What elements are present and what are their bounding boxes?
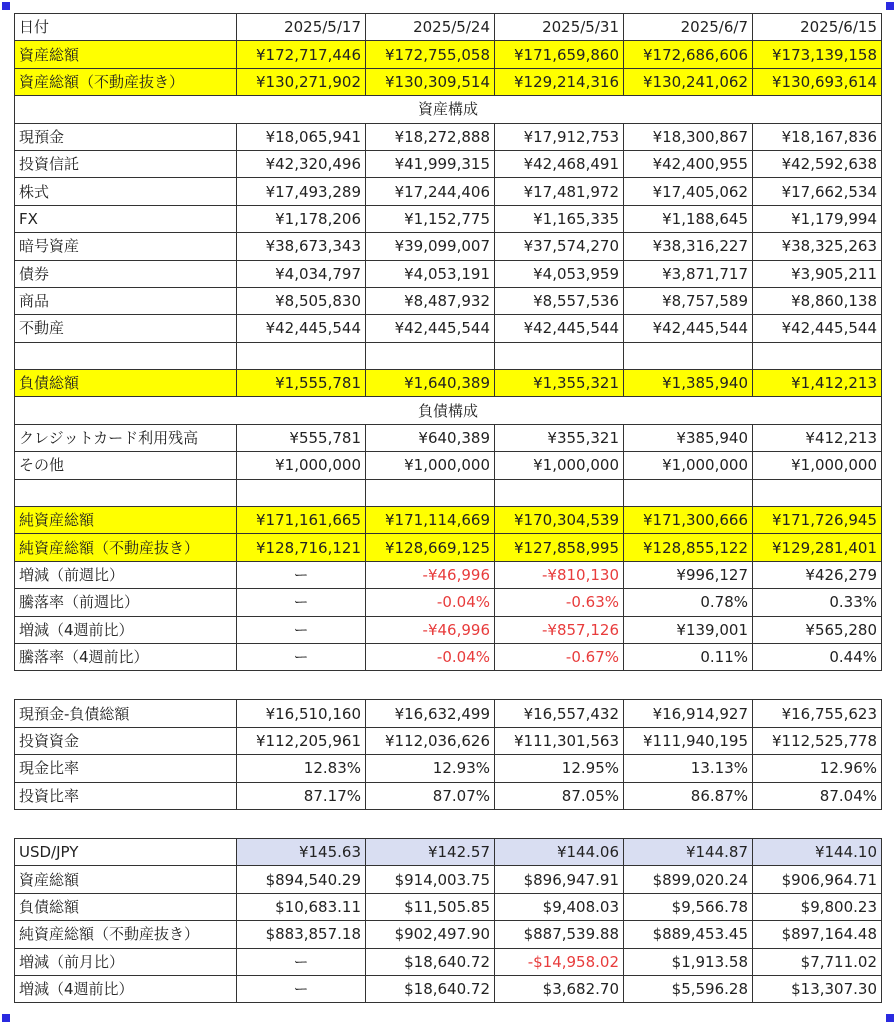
row-label[interactable]: 暗号資産 (15, 233, 237, 260)
value-cell[interactable]: -0.63% (495, 589, 624, 616)
value-cell[interactable]: -0.67% (495, 643, 624, 670)
value-cell[interactable]: ー (237, 561, 366, 588)
blank-row (15, 342, 882, 369)
value-cell[interactable]: ¥130,693,614 (753, 68, 882, 95)
value-cell[interactable]: ¥42,445,544 (366, 315, 495, 342)
value-cell[interactable]: ¥128,669,125 (366, 534, 495, 561)
value-cell[interactable]: ¥8,757,589 (624, 287, 753, 314)
row-label[interactable]: 増減（4週前比） (15, 975, 237, 1002)
empty-cell[interactable] (15, 342, 237, 369)
value-cell[interactable]: ¥111,940,195 (624, 727, 753, 754)
value-cell[interactable]: ¥130,241,062 (624, 68, 753, 95)
change-row (15, 616, 882, 643)
spreadsheet (14, 13, 881, 1003)
liability-section-title[interactable]: 負債構成 (15, 397, 882, 424)
row-label[interactable]: 不動産 (15, 315, 237, 342)
selection-handle-icon[interactable] (886, 1014, 894, 1022)
fx-rate-cell[interactable]: ¥144.06 (495, 838, 624, 865)
value-cell[interactable]: ¥112,525,778 (753, 727, 882, 754)
value-cell[interactable]: ¥1,000,000 (237, 452, 366, 479)
empty-cell[interactable] (237, 479, 366, 506)
value-cell[interactable]: ¥16,632,499 (366, 700, 495, 727)
asset-row (15, 178, 882, 205)
value-cell[interactable]: $3,682.70 (495, 975, 624, 1002)
value-cell[interactable]: $10,683.11 (237, 893, 366, 920)
liability-section-row (15, 397, 882, 424)
fx-rate-cell[interactable]: ¥144.87 (624, 838, 753, 865)
value-cell[interactable]: $887,539.88 (495, 921, 624, 948)
value-cell[interactable]: ¥42,445,544 (495, 315, 624, 342)
value-cell[interactable]: ¥16,510,160 (237, 700, 366, 727)
value-cell[interactable]: ¥42,468,491 (495, 150, 624, 177)
date-cell[interactable]: 2025/5/31 (495, 14, 624, 41)
value-cell[interactable]: ¥172,717,446 (237, 41, 366, 68)
value-cell[interactable]: $883,857.18 (237, 921, 366, 948)
value-cell[interactable]: ¥1,355,321 (495, 370, 624, 397)
empty-cell[interactable] (624, 342, 753, 369)
value-cell[interactable]: $889,453.45 (624, 921, 753, 948)
value-cell[interactable]: ¥3,905,211 (753, 260, 882, 287)
empty-cell[interactable] (495, 342, 624, 369)
row-label[interactable]: 現金比率 (15, 755, 237, 782)
asset-row (15, 260, 882, 287)
row-label[interactable]: クレジットカード利用残高 (15, 424, 237, 451)
usd-row (15, 866, 882, 893)
value-cell[interactable]: -0.04% (366, 643, 495, 670)
value-cell[interactable]: 12.83% (237, 755, 366, 782)
value-cell[interactable]: ¥17,493,289 (237, 178, 366, 205)
value-cell[interactable]: $899,020.24 (624, 866, 753, 893)
usd-row (15, 948, 882, 975)
value-cell[interactable]: ¥129,214,316 (495, 68, 624, 95)
row-label[interactable]: 資産総額 (15, 41, 237, 68)
date-cell[interactable]: 2025/6/7 (624, 14, 753, 41)
value-cell[interactable]: ¥3,871,717 (624, 260, 753, 287)
change-row (15, 589, 882, 616)
value-cell[interactable]: ¥1,188,645 (624, 205, 753, 232)
value-cell[interactable]: ¥127,858,995 (495, 534, 624, 561)
date-cell[interactable]: 2025/5/17 (237, 14, 366, 41)
value-cell[interactable]: $18,640.72 (366, 948, 495, 975)
value-cell[interactable]: ¥112,036,626 (366, 727, 495, 754)
value-cell[interactable]: $11,505.85 (366, 893, 495, 920)
value-cell[interactable]: ¥1,000,000 (366, 452, 495, 479)
value-cell[interactable]: -¥810,130 (495, 561, 624, 588)
value-cell[interactable]: -$14,958.02 (495, 948, 624, 975)
value-cell[interactable]: ¥4,053,959 (495, 260, 624, 287)
row-label[interactable]: 株式 (15, 178, 237, 205)
selection-handle-icon[interactable] (2, 2, 10, 10)
value-cell[interactable]: ー (237, 948, 366, 975)
value-cell[interactable]: ¥172,686,606 (624, 41, 753, 68)
change-row (15, 561, 882, 588)
value-cell[interactable]: -¥857,126 (495, 616, 624, 643)
value-cell[interactable]: ー (237, 643, 366, 670)
ratio-row (15, 782, 882, 809)
value-cell[interactable]: -0.04% (366, 589, 495, 616)
value-cell[interactable]: ¥41,999,315 (366, 150, 495, 177)
value-cell[interactable]: ¥17,912,753 (495, 123, 624, 150)
usd-row (15, 921, 882, 948)
value-cell[interactable]: $9,800.23 (753, 893, 882, 920)
row-label[interactable]: USD/JPY (15, 838, 237, 865)
usd-table (14, 838, 882, 1003)
value-cell[interactable]: ー (237, 975, 366, 1002)
value-cell[interactable]: ¥1,640,389 (366, 370, 495, 397)
ratio-row (15, 755, 882, 782)
value-cell[interactable]: ¥8,860,138 (753, 287, 882, 314)
value-cell[interactable]: ¥426,279 (753, 561, 882, 588)
asset-row (15, 123, 882, 150)
value-cell[interactable]: ¥128,716,121 (237, 534, 366, 561)
value-cell[interactable]: 0.11% (624, 643, 753, 670)
value-cell[interactable]: 87.05% (495, 782, 624, 809)
change-rows (15, 561, 882, 671)
empty-cell[interactable] (15, 479, 237, 506)
row-label[interactable]: 現預金-負債総額 (15, 700, 237, 727)
value-cell[interactable]: ¥42,445,544 (753, 315, 882, 342)
value-cell[interactable]: 0.78% (624, 589, 753, 616)
value-cell[interactable]: $9,566.78 (624, 893, 753, 920)
value-cell[interactable]: ¥129,281,401 (753, 534, 882, 561)
empty-cell[interactable] (366, 342, 495, 369)
value-cell[interactable]: ¥173,139,158 (753, 41, 882, 68)
empty-cell[interactable] (753, 342, 882, 369)
value-cell[interactable]: ¥42,445,544 (624, 315, 753, 342)
blank-row (15, 479, 882, 506)
value-cell[interactable]: ¥1,000,000 (624, 452, 753, 479)
liability-rows (15, 424, 882, 479)
row-label[interactable]: 増減（前月比） (15, 948, 237, 975)
value-cell[interactable]: ¥171,300,666 (624, 507, 753, 534)
value-cell[interactable]: $1,913.58 (624, 948, 753, 975)
date-cell[interactable]: 2025/6/15 (753, 14, 882, 41)
value-cell[interactable]: ¥18,065,941 (237, 123, 366, 150)
value-cell[interactable]: $5,596.28 (624, 975, 753, 1002)
empty-cell[interactable] (237, 342, 366, 369)
value-cell[interactable]: ¥8,557,536 (495, 287, 624, 314)
value-cell[interactable]: ¥37,574,270 (495, 233, 624, 260)
value-cell[interactable]: 0.33% (753, 589, 882, 616)
usd-row (15, 975, 882, 1002)
value-cell[interactable]: ¥18,167,836 (753, 123, 882, 150)
row-label[interactable]: 純資産総額（不動産抜き） (15, 921, 237, 948)
value-cell[interactable]: ¥18,300,867 (624, 123, 753, 150)
row-label[interactable]: FX (15, 205, 237, 232)
value-cell[interactable]: ¥17,244,406 (366, 178, 495, 205)
asset-section-title[interactable]: 資産構成 (15, 96, 882, 123)
value-cell[interactable]: ¥1,165,335 (495, 205, 624, 232)
change-row (15, 643, 882, 670)
fx-rate-cell[interactable]: ¥144.10 (753, 838, 882, 865)
value-cell[interactable]: ー (237, 589, 366, 616)
value-cell[interactable]: ¥996,127 (624, 561, 753, 588)
asset-section-row (15, 96, 882, 123)
value-cell[interactable]: ¥170,304,539 (495, 507, 624, 534)
net-worth-table (14, 13, 882, 671)
value-cell[interactable]: 13.13% (624, 755, 753, 782)
empty-cell[interactable] (366, 479, 495, 506)
value-cell[interactable]: ¥1,385,940 (624, 370, 753, 397)
usd-jpy-row (15, 838, 882, 865)
ratio-row (15, 700, 882, 727)
asset-rows (15, 123, 882, 342)
row-label[interactable]: 騰落率（4週前比） (15, 643, 237, 670)
value-cell[interactable]: ¥18,272,888 (366, 123, 495, 150)
value-cell[interactable]: 12.96% (753, 755, 882, 782)
liability-row (15, 452, 882, 479)
value-cell[interactable]: $894,540.29 (237, 866, 366, 893)
value-cell[interactable]: ¥172,755,058 (366, 41, 495, 68)
value-cell[interactable]: ¥16,557,432 (495, 700, 624, 727)
asset-row (15, 205, 882, 232)
value-cell[interactable]: ¥412,213 (753, 424, 882, 451)
value-cell[interactable]: ¥171,161,665 (237, 507, 366, 534)
row-label[interactable]: 負債総額 (15, 370, 237, 397)
row-label[interactable]: 投資比率 (15, 782, 237, 809)
value-cell[interactable]: 87.07% (366, 782, 495, 809)
row-label[interactable]: 純資産総額 (15, 507, 237, 534)
row-label[interactable]: 現預金 (15, 123, 237, 150)
date-cell[interactable]: 2025/5/24 (366, 14, 495, 41)
value-cell[interactable]: 86.87% (624, 782, 753, 809)
value-cell[interactable]: ¥355,321 (495, 424, 624, 451)
ratio-row (15, 727, 882, 754)
value-cell[interactable]: ー (237, 616, 366, 643)
value-cell[interactable]: $13,307.30 (753, 975, 882, 1002)
row-label[interactable]: 資産総額 (15, 866, 237, 893)
row-label[interactable]: 純資産総額（不動産抜き） (15, 534, 237, 561)
value-cell[interactable]: 87.04% (753, 782, 882, 809)
usd-row (15, 893, 882, 920)
value-cell[interactable]: ¥385,940 (624, 424, 753, 451)
asset-row (15, 315, 882, 342)
value-cell[interactable]: $914,003.75 (366, 866, 495, 893)
value-cell[interactable]: ¥4,034,797 (237, 260, 366, 287)
total-assets-row (15, 41, 882, 68)
value-cell[interactable]: ¥171,726,945 (753, 507, 882, 534)
date-header-label[interactable]: 日付 (15, 14, 237, 41)
value-cell[interactable]: ¥130,309,514 (366, 68, 495, 95)
value-cell[interactable]: $906,964.71 (753, 866, 882, 893)
value-cell[interactable]: ¥39,099,007 (366, 233, 495, 260)
row-label[interactable]: 騰落率（前週比） (15, 589, 237, 616)
empty-cell[interactable] (753, 479, 882, 506)
value-cell[interactable]: ¥38,673,343 (237, 233, 366, 260)
value-cell[interactable]: ¥1,555,781 (237, 370, 366, 397)
value-cell[interactable]: ¥4,053,191 (366, 260, 495, 287)
value-cell[interactable]: $9,408.03 (495, 893, 624, 920)
value-cell[interactable]: ¥171,659,860 (495, 41, 624, 68)
value-cell[interactable]: ¥1,179,994 (753, 205, 882, 232)
value-cell[interactable]: ¥17,405,062 (624, 178, 753, 205)
fx-rate-cell[interactable]: ¥142.57 (366, 838, 495, 865)
value-cell[interactable]: ¥38,325,263 (753, 233, 882, 260)
value-cell[interactable]: ¥130,271,902 (237, 68, 366, 95)
net-assets-ex-real-estate-row (15, 534, 882, 561)
row-label[interactable]: 資産総額（不動産抜き） (15, 68, 237, 95)
net-assets-row (15, 507, 882, 534)
value-cell[interactable]: ¥1,000,000 (495, 452, 624, 479)
value-cell[interactable]: ¥565,280 (753, 616, 882, 643)
value-cell[interactable]: ¥112,205,961 (237, 727, 366, 754)
value-cell[interactable]: -¥46,996 (366, 616, 495, 643)
value-cell[interactable]: ¥1,000,000 (753, 452, 882, 479)
value-cell[interactable]: $18,640.72 (366, 975, 495, 1002)
row-label[interactable]: 増減（4週前比） (15, 616, 237, 643)
asset-row (15, 150, 882, 177)
value-cell[interactable]: ¥17,662,534 (753, 178, 882, 205)
asset-row (15, 287, 882, 314)
value-cell[interactable]: ¥1,178,206 (237, 205, 366, 232)
value-cell[interactable]: $897,164.48 (753, 921, 882, 948)
row-label[interactable]: 投資信託 (15, 150, 237, 177)
value-cell[interactable]: $7,711.02 (753, 948, 882, 975)
value-cell[interactable]: ¥555,781 (237, 424, 366, 451)
value-cell[interactable]: ¥38,316,227 (624, 233, 753, 260)
value-cell[interactable]: ¥128,855,122 (624, 534, 753, 561)
date-header-row (15, 14, 882, 41)
total-assets-ex-real-estate-row (15, 68, 882, 95)
value-cell[interactable]: ¥1,152,775 (366, 205, 495, 232)
total-liabilities-row (15, 370, 882, 397)
row-label[interactable]: 投資資金 (15, 727, 237, 754)
value-cell[interactable]: ¥8,505,830 (237, 287, 366, 314)
value-cell[interactable]: ¥171,114,669 (366, 507, 495, 534)
row-label[interactable]: 増減（前週比） (15, 561, 237, 588)
cash-ratio-table (14, 699, 882, 810)
value-cell[interactable]: ¥42,320,496 (237, 150, 366, 177)
value-cell[interactable]: ¥640,389 (366, 424, 495, 451)
value-cell[interactable]: ¥139,001 (624, 616, 753, 643)
empty-cell[interactable] (495, 479, 624, 506)
value-cell[interactable]: $896,947.91 (495, 866, 624, 893)
value-cell[interactable]: ¥42,592,638 (753, 150, 882, 177)
value-cell[interactable]: ¥42,445,544 (237, 315, 366, 342)
value-cell[interactable]: ¥16,755,623 (753, 700, 882, 727)
value-cell[interactable]: 12.95% (495, 755, 624, 782)
value-cell[interactable]: ¥111,301,563 (495, 727, 624, 754)
selection-handle-icon[interactable] (886, 2, 894, 10)
value-cell[interactable]: ¥17,481,972 (495, 178, 624, 205)
row-label[interactable]: 債券 (15, 260, 237, 287)
value-cell[interactable]: 12.93% (366, 755, 495, 782)
liability-row (15, 424, 882, 451)
row-label[interactable]: 商品 (15, 287, 237, 314)
value-cell[interactable]: ¥42,400,955 (624, 150, 753, 177)
value-cell[interactable]: 0.44% (753, 643, 882, 670)
row-label[interactable]: 負債総額 (15, 893, 237, 920)
value-cell[interactable]: -¥46,996 (366, 561, 495, 588)
value-cell[interactable]: ¥8,487,932 (366, 287, 495, 314)
fx-rate-cell[interactable]: ¥145.63 (237, 838, 366, 865)
selection-handle-icon[interactable] (2, 1014, 10, 1022)
value-cell[interactable]: $902,497.90 (366, 921, 495, 948)
value-cell[interactable]: 87.17% (237, 782, 366, 809)
value-cell[interactable]: ¥16,914,927 (624, 700, 753, 727)
empty-cell[interactable] (624, 479, 753, 506)
asset-row (15, 233, 882, 260)
value-cell[interactable]: ¥1,412,213 (753, 370, 882, 397)
row-label[interactable]: その他 (15, 452, 237, 479)
